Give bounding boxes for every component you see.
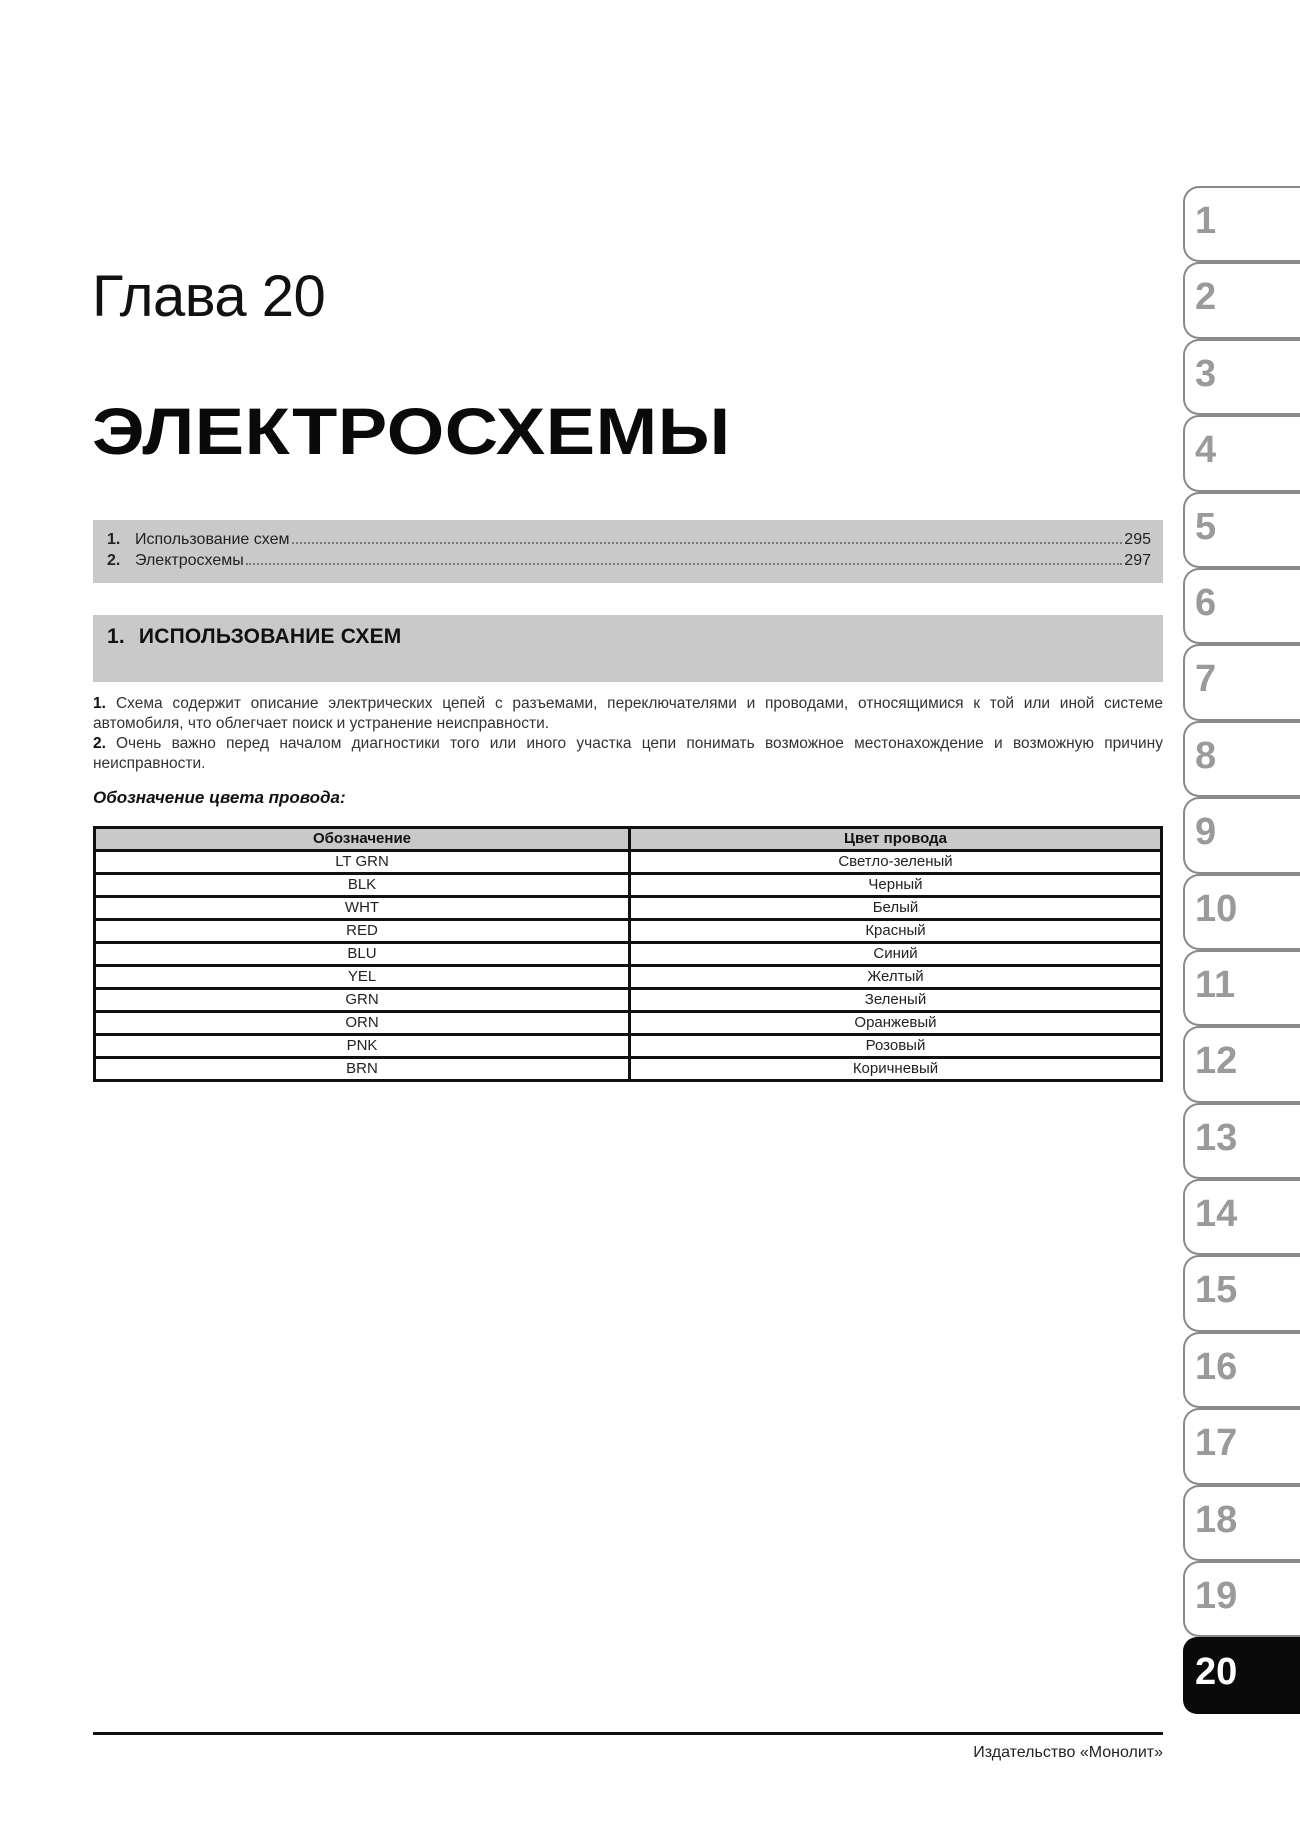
chapter-tab-1[interactable] xyxy=(1183,186,1300,262)
chapter-tab-11[interactable] xyxy=(1183,950,1300,1026)
cell-code: RED xyxy=(95,920,630,943)
section-title: ИСПОЛЬЗОВАНИЕ СХЕМ xyxy=(138,625,402,648)
chapter-tab-17[interactable] xyxy=(1183,1408,1300,1484)
cell-color: Красный xyxy=(630,920,1162,943)
tab-label: 15 xyxy=(1195,1269,1238,1312)
table-row xyxy=(95,966,1162,989)
chapter-tabs xyxy=(1183,186,1300,1714)
tab-label: 6 xyxy=(1195,581,1217,624)
tab-label: 5 xyxy=(1195,505,1217,548)
toc-item-number: 1. xyxy=(107,531,121,548)
cell-color: Розовый xyxy=(630,1035,1162,1058)
cell-code: LT GRN xyxy=(95,851,630,874)
column-header-color: Цвет провода xyxy=(630,828,1162,851)
chapter-tab-13[interactable] xyxy=(1183,1103,1300,1179)
toc-item-title[interactable]: Электросхемы xyxy=(135,552,244,569)
chapter-label: Глава 20 xyxy=(92,264,326,329)
table-row xyxy=(95,989,1162,1012)
chapter-tab-16[interactable] xyxy=(1183,1332,1300,1408)
wire-color-table xyxy=(93,826,1163,1082)
tab-label: 4 xyxy=(1195,429,1217,472)
table-of-contents xyxy=(93,520,1163,583)
cell-code: ORN xyxy=(95,1012,630,1035)
chapter-tab-18[interactable] xyxy=(1183,1485,1300,1561)
tab-label: 19 xyxy=(1195,1575,1238,1618)
table-row xyxy=(95,1012,1162,1035)
section-number: 1. xyxy=(107,625,125,648)
toc-item-title[interactable]: Использование схем xyxy=(135,531,290,548)
cell-color: Синий xyxy=(630,943,1162,966)
table-row xyxy=(95,851,1162,874)
section-header xyxy=(93,615,1163,682)
table-row xyxy=(95,874,1162,897)
cell-code: WHT xyxy=(95,897,630,920)
body-text xyxy=(93,694,1163,774)
table-header-row xyxy=(95,828,1162,851)
toc-item[interactable] xyxy=(107,529,1151,550)
table-row xyxy=(95,1058,1162,1081)
cell-code: BLU xyxy=(95,943,630,966)
toc-item-page: 295 xyxy=(1124,531,1151,548)
table-row xyxy=(95,920,1162,943)
tab-label: 20 xyxy=(1195,1651,1238,1694)
tab-label: 13 xyxy=(1195,1116,1238,1159)
cell-code: BLK xyxy=(95,874,630,897)
paragraph xyxy=(93,734,1163,774)
chapter-tab-10[interactable] xyxy=(1183,874,1300,950)
cell-color: Светло-зеленый xyxy=(630,851,1162,874)
chapter-tab-20-active[interactable] xyxy=(1183,1637,1300,1713)
tab-label: 1 xyxy=(1195,200,1217,242)
chapter-tab-3[interactable] xyxy=(1183,339,1300,415)
paragraph xyxy=(93,694,1163,734)
chapter-tab-4[interactable] xyxy=(1183,415,1300,491)
chapter-tab-14[interactable] xyxy=(1183,1179,1300,1255)
tab-label: 14 xyxy=(1195,1193,1238,1236)
toc-item[interactable] xyxy=(107,550,1151,571)
chapter-title: ЭЛЕКТРОСХЕМЫ xyxy=(92,394,731,468)
chapter-tab-5[interactable] xyxy=(1183,492,1300,568)
cell-color: Коричневый xyxy=(630,1058,1162,1081)
tab-label: 11 xyxy=(1195,963,1236,1006)
tab-label: 2 xyxy=(1195,276,1217,319)
chapter-tab-2[interactable] xyxy=(1183,262,1300,338)
chapter-tab-8[interactable] xyxy=(1183,721,1300,797)
table-row xyxy=(95,897,1162,920)
chapter-tab-19[interactable] xyxy=(1183,1561,1300,1637)
tab-label: 18 xyxy=(1195,1498,1238,1541)
table-row xyxy=(95,1035,1162,1058)
cell-color: Оранжевый xyxy=(630,1012,1162,1035)
cell-color: Черный xyxy=(630,874,1162,897)
cell-code: YEL xyxy=(95,966,630,989)
tab-label: 8 xyxy=(1195,734,1217,777)
chapter-tab-9[interactable] xyxy=(1183,797,1300,873)
tab-label: 12 xyxy=(1195,1040,1238,1083)
cell-color: Белый xyxy=(630,897,1162,920)
toc-item-number: 2. xyxy=(107,552,121,569)
toc-leader-dots xyxy=(246,563,1123,565)
cell-code: BRN xyxy=(95,1058,630,1081)
paragraph-text: Очень важно перед началом диагностики того или иного участка цепи понимать возможное местонахождение и возможную причину неисправности. xyxy=(93,735,1163,772)
paragraph-text: Схема содержит описание электрических цепей с разъемами, переключателями и проводами, относящимися к той или иной системе автомобиля, что облегчает поиск и устранение неисправности. xyxy=(93,695,1163,732)
table-row xyxy=(95,943,1162,966)
toc-item-page: 297 xyxy=(1124,552,1151,569)
tab-label: 10 xyxy=(1195,887,1238,930)
cell-color: Желтый xyxy=(630,966,1162,989)
table-caption: Обозначение цвета провода: xyxy=(93,788,346,807)
cell-color: Зеленый xyxy=(630,989,1162,1012)
column-header-code: Обозначение xyxy=(95,828,630,851)
cell-code: PNK xyxy=(95,1035,630,1058)
tab-label: 17 xyxy=(1195,1422,1238,1465)
cell-code: GRN xyxy=(95,989,630,1012)
tab-label: 9 xyxy=(1195,811,1217,854)
toc-leader-dots xyxy=(292,542,1123,544)
footer-divider xyxy=(93,1732,1163,1735)
chapter-tab-7[interactable] xyxy=(1183,644,1300,720)
chapter-tab-12[interactable] xyxy=(1183,1026,1300,1102)
paragraph-number: 2. xyxy=(93,735,106,752)
chapter-tab-15[interactable] xyxy=(1183,1255,1300,1331)
chapter-tab-6[interactable] xyxy=(1183,568,1300,644)
tab-label: 3 xyxy=(1195,352,1217,395)
tab-label: 7 xyxy=(1195,658,1217,701)
paragraph-number: 1. xyxy=(93,695,106,712)
publisher-name: Издательство «Монолит» xyxy=(973,1744,1163,1761)
tab-label: 16 xyxy=(1195,1345,1238,1388)
